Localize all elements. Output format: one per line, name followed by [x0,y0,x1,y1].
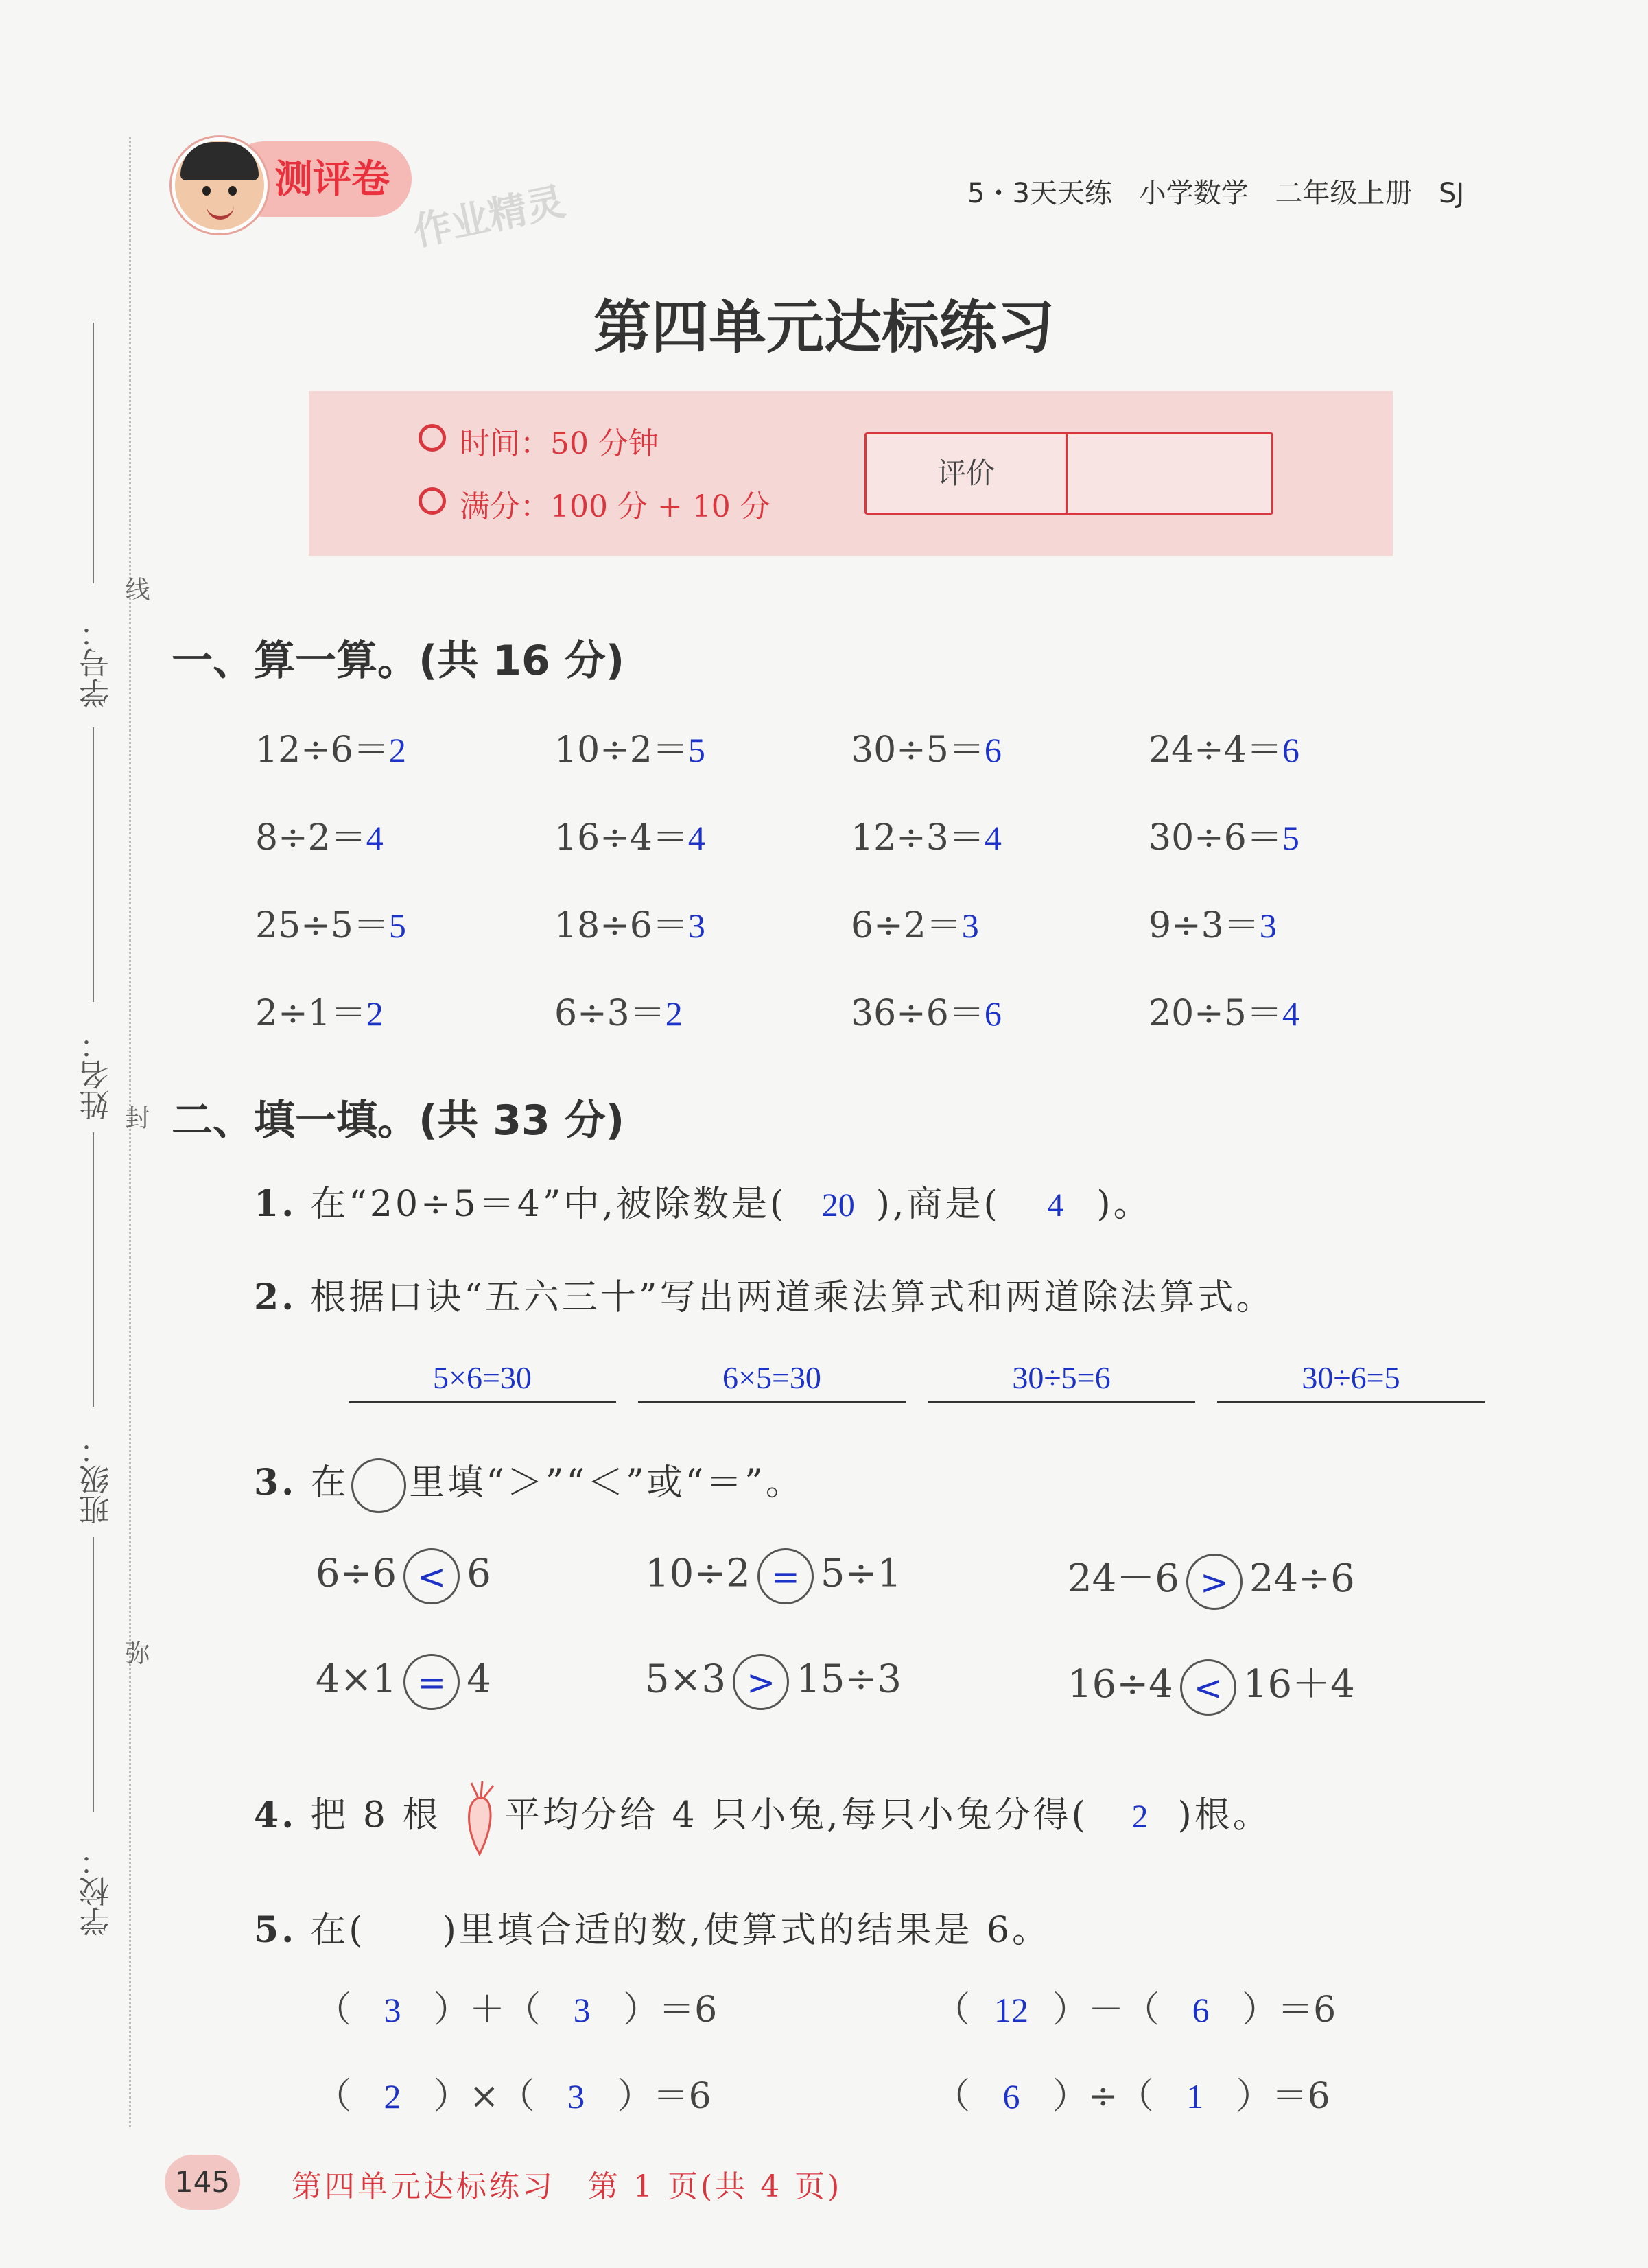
calc-expression: 12÷6＝ [255,729,389,771]
comparison-item [316,1654,491,1710]
name-line [93,727,94,1002]
q5-equation [934,1980,1336,2032]
q5-operator: ＋ [469,1989,506,2031]
q5-operator: ÷ [1088,2076,1118,2117]
calc-expression: 25÷5＝ [255,905,389,946]
calc-answer: 4 [687,819,705,857]
watermark: 作业精灵 [409,179,569,255]
cut-mark-seal: 封 [121,1105,150,1130]
comparison-answer-circle: > [733,1654,789,1710]
calc-item [255,984,384,1036]
calc-answer: 4 [984,819,1002,857]
calc-item [851,984,1002,1036]
paren: （ [934,1989,971,2031]
comparison-right: 5÷1 [820,1551,902,1596]
time-limit: 时间：50 分钟 [460,426,659,461]
calc-expression: 36÷6＝ [851,993,985,1034]
q5-equation [316,1980,717,2032]
comparison-left: 5×3 [645,1657,727,1702]
calc-expression: 30÷5＝ [851,729,985,771]
calc-expression: 9÷3＝ [1149,905,1260,946]
comparison-right: 24÷6 [1249,1556,1355,1601]
q4-text-b: 平均分给 4 只小兔,每只小兔分得( [504,1794,1088,1836]
calc-expression: 12÷3＝ [851,817,985,858]
q1-text-b: ),商是( [875,1184,1000,1225]
q5-answer: 2 [384,2077,401,2116]
series-header: 5・3天天练 小学数学 二年级上册 SJ [967,178,1465,209]
comparison-right: 4 [467,1657,491,1702]
q5-operator: ＝6 [1278,1989,1337,2031]
comparison-answer-circle: > [1186,1554,1243,1610]
q4-text-c: )根。 [1177,1794,1271,1836]
comparison-left: 4×1 [316,1657,397,1702]
cut-mark-line: 线 [121,576,150,601]
q1-answer-dividend: 20 [821,1187,855,1224]
cut-mark-close: 弥 [121,1640,150,1665]
paren: （ [1124,1989,1160,2031]
page-number: 145 [165,2155,240,2210]
full-score: 满分：100 分 + 10 分 [460,489,770,524]
page-title: 第四单元达标练习 [593,293,1055,361]
paren: ） [434,2076,470,2117]
q2-answer-4: 30÷6=5 [1217,1357,1485,1403]
comparison-right: 16＋4 [1243,1662,1355,1707]
q1-number: 1. [254,1183,297,1225]
q5-operator: ＝6 [659,1989,718,2031]
section2-title: 二、填一填。(共 33 分) [172,1097,625,1145]
comparison-item [1068,1654,1355,1716]
clock-icon [419,424,446,452]
question-1 [254,1175,1152,1226]
calc-item [554,896,705,948]
comparison-answer-circle: = [757,1548,814,1604]
q5-equation [316,2067,711,2118]
q4-answer: 2 [1131,1798,1149,1835]
q5-answer: 3 [573,1991,591,2029]
q1-text-a: 在“20÷5＝4”中,被除数是( [310,1184,787,1225]
q1-answer-quotient: 4 [1047,1187,1064,1224]
paren: （ [499,2076,535,2117]
calc-answer: 3 [687,907,705,945]
calc-item [1149,984,1299,1036]
calc-answer: 3 [961,907,979,945]
q5-answer: 6 [1002,2077,1020,2116]
q5-number: 5. [254,1909,297,1951]
paren: ） [434,1989,470,2031]
calc-answer: 2 [366,994,384,1033]
comparison-item [1068,1548,1355,1610]
calc-answer: 2 [388,731,406,769]
calc-item [851,896,979,948]
info-box [309,391,1393,556]
comparison-item [645,1548,902,1604]
q5-equation [934,2067,1330,2118]
calc-expression: 10÷2＝ [554,729,688,771]
calc-expression: 30÷6＝ [1149,817,1282,858]
calc-answer: 5 [687,731,705,769]
comparison-item [645,1654,902,1710]
paren: （ [316,2076,352,2117]
question-2 [254,1268,1274,1320]
q2-answer-1: 5×6=30 [349,1357,616,1403]
paren: ） [623,1989,659,2031]
q4-text-a: 把 8 根 [310,1794,441,1836]
q5-operator: ＝6 [652,2076,711,2117]
comparison-left: 6÷6 [316,1551,397,1596]
calc-item [851,721,1002,772]
calc-answer: 5 [1282,819,1299,857]
comparison-answer-circle: < [1180,1659,1236,1716]
calc-item [1149,808,1299,860]
cartoon-boy-avatar [172,137,268,233]
footer-caption: 第四单元达标练习 第 1 页(共 4 页) [292,2169,843,2204]
paren: ） [1052,1989,1089,2031]
q2-number: 2. [254,1276,297,1318]
calc-item [255,721,406,772]
q3-number: 3. [254,1462,297,1504]
paren: ） [617,2076,653,2117]
q5-answer: 1 [1186,2077,1204,2116]
student-no-label: 学号： [80,618,115,708]
binding-dotted-line [129,137,131,2127]
calc-answer: 4 [366,819,384,857]
school-label: 学校： [80,1846,115,1937]
comparison-left: 24－6 [1068,1556,1179,1601]
question-3 [254,1453,804,1513]
calc-answer: 2 [665,994,683,1033]
q5-operator: － [1088,1989,1125,2031]
check-icon [419,487,446,515]
carrot-icon [459,1780,500,1856]
question-5 [254,1901,1050,1952]
q4-number: 4. [254,1794,297,1836]
section1-title: 一、算一算。(共 16 分) [172,637,625,685]
class-line [93,1132,94,1407]
calc-expression: 8÷2＝ [255,817,366,858]
comparison-answer-circle: < [403,1548,460,1604]
class-label: 班级： [80,1434,115,1525]
q5-operator: ＝6 [1271,2076,1330,2117]
calc-item [1149,896,1277,948]
calc-expression: 24÷4＝ [1149,729,1282,771]
calc-answer: 5 [388,907,406,945]
test-badge: 测评卷 [226,141,412,217]
paren: （ [316,1989,352,2031]
comparison-right: 15÷3 [796,1657,902,1702]
calc-item [851,808,1002,860]
calc-expression: 6÷3＝ [554,993,666,1034]
q5-answer: 6 [1192,1991,1210,2029]
name-label: 姓名： [80,1029,115,1120]
q2-answer-2: 6×5=30 [638,1357,906,1403]
calc-item [554,808,705,860]
q5-answer: 12 [994,1991,1029,2029]
comparison-item [316,1548,491,1604]
calc-answer: 6 [1282,731,1299,769]
calc-item [255,896,406,948]
calc-item [1149,721,1299,772]
school-line [93,1537,94,1812]
q5-answer: 3 [384,1991,401,2029]
calc-answer: 4 [1282,994,1299,1033]
evaluation-box [864,432,1273,515]
q2-text: 根据口诀“五六三十”写出两道乘法算式和两道除法算式。 [310,1277,1275,1318]
q1-text-c: )。 [1096,1184,1152,1225]
calc-item [554,721,705,772]
comparison-left: 10÷2 [645,1551,751,1596]
q3-text-b: 里填“＞”“＜”或“＝”。 [409,1462,804,1504]
calc-expression: 2÷1＝ [255,993,366,1034]
question-4 [254,1780,1271,1856]
q5-answer: 3 [567,2077,585,2116]
calc-answer: 6 [984,994,1002,1033]
paren: ） [1236,2076,1272,2117]
q2-answer-3: 30÷5=6 [928,1357,1195,1403]
calc-expression: 18÷6＝ [554,905,688,946]
calc-answer: 3 [1259,907,1277,945]
calc-expression: 16÷4＝ [554,817,688,858]
paren: （ [1118,2076,1154,2117]
comparison-left: 16÷4 [1068,1662,1173,1707]
q3-text-a: 在 [310,1462,349,1504]
comparison-answer-circle: = [403,1654,460,1710]
calc-item [554,984,683,1036]
paren: （ [934,2076,971,2117]
evaluation-label: 评价 [867,434,1068,513]
calc-answer: 6 [984,731,1002,769]
blank-circle-icon [351,1458,406,1513]
paren: ） [1242,1989,1278,2031]
q5-operator: × [469,2076,499,2117]
q5-text: 在( )里填合适的数,使算式的结果是 6。 [310,1910,1051,1951]
comparison-right: 6 [467,1551,491,1596]
calc-expression: 6÷2＝ [851,905,962,946]
calc-expression: 20÷5＝ [1149,993,1282,1034]
calc-item [255,808,384,860]
paren: （ [505,1989,541,2031]
paren: ） [1052,2076,1089,2117]
